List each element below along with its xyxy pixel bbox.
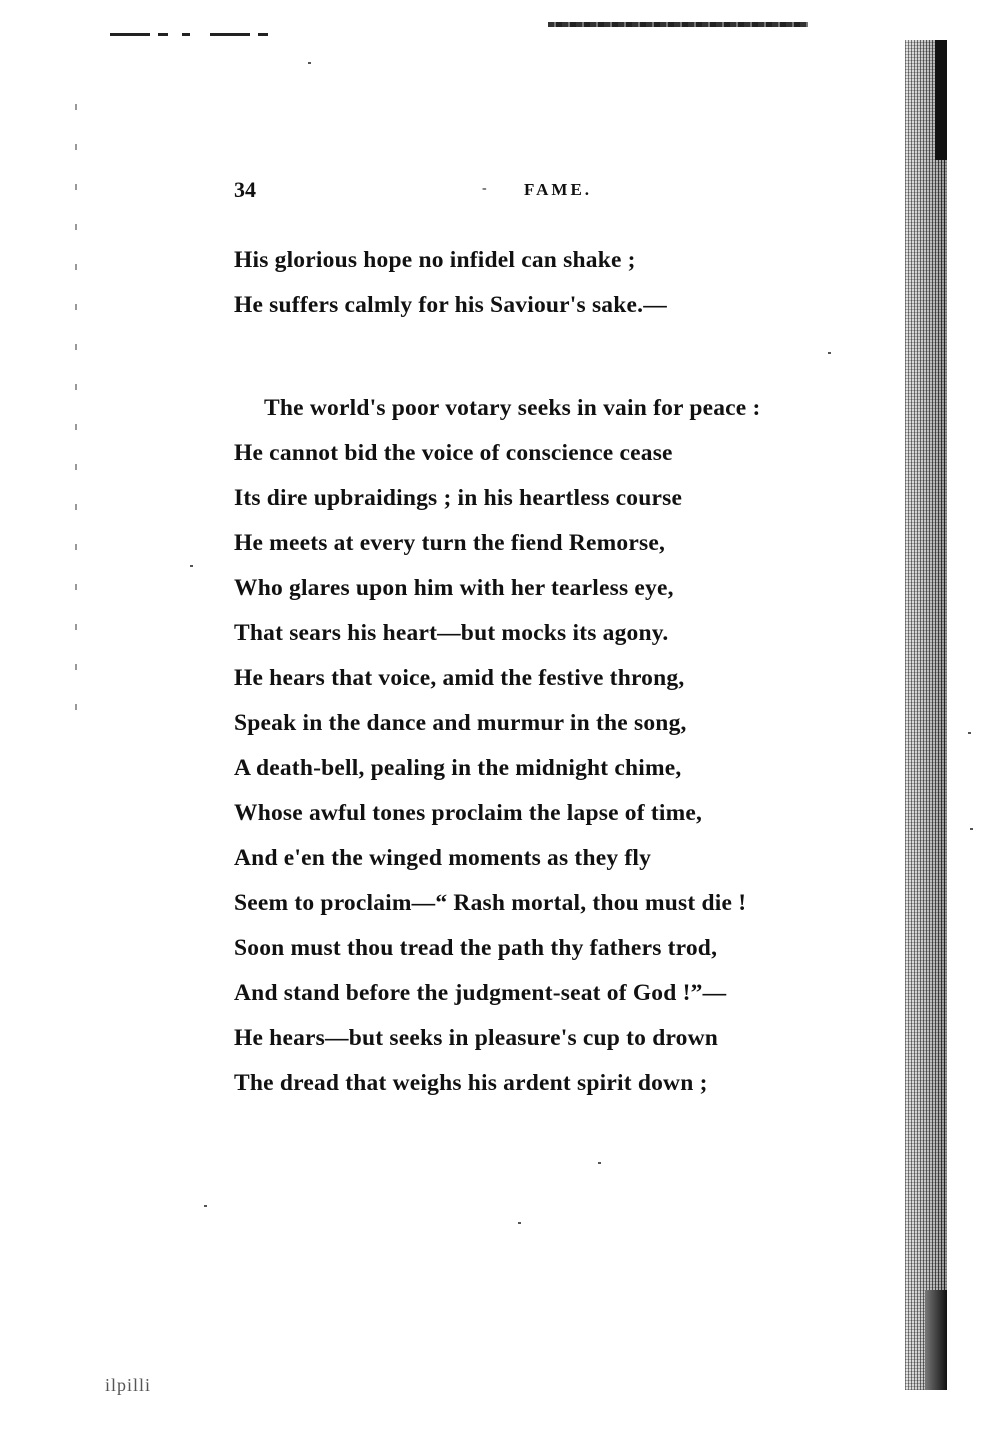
poem-line: Its dire upbraidings ; in his heartless course bbox=[234, 485, 683, 511]
page-number: 34 bbox=[234, 177, 256, 202]
poem-body bbox=[234, 238, 874, 1106]
scan-speck bbox=[204, 1205, 207, 1207]
running-title: FAME. bbox=[524, 180, 593, 199]
poem-line: Speak in the dance and murmur in the song, bbox=[234, 710, 687, 736]
poem-line: His glorious hope no infidel can shake ; bbox=[234, 247, 636, 273]
poem-line: He meets at every turn the fiend Remorse, bbox=[234, 530, 666, 556]
poem-line: And e'en the winged moments as they fly bbox=[234, 845, 652, 871]
scan-speck bbox=[598, 1162, 601, 1164]
stanza-1 bbox=[234, 238, 874, 328]
poem-line: A death-bell, pealing in the midnight chime, bbox=[234, 755, 682, 781]
scan-speck bbox=[308, 62, 311, 64]
scan-speck bbox=[968, 732, 971, 734]
poem-line: And stand before the judgment-seat of God !”— bbox=[234, 980, 727, 1006]
stanza-gap bbox=[234, 328, 874, 386]
poem-line: He cannot bid the voice of conscience cease bbox=[234, 440, 673, 466]
poem-line: Seem to proclaim—“ Rash mortal, thou must die ! bbox=[234, 890, 747, 916]
gutter-edge-top bbox=[935, 40, 947, 160]
top-left-scan-mark bbox=[110, 33, 270, 36]
poem-line: The world's poor votary seeks in vain for peace : bbox=[264, 395, 761, 421]
poem-line: He hears—but seeks in pleasure's cup to drown bbox=[234, 1025, 719, 1051]
poem-line: Who glares upon him with her tearless eye, bbox=[234, 575, 674, 601]
left-margin-scan-ticks bbox=[75, 90, 77, 710]
poem-line: He hears that voice, amid the festive throng, bbox=[234, 665, 685, 691]
page-header bbox=[234, 177, 754, 207]
scan-speck bbox=[190, 565, 193, 567]
scan-speck bbox=[828, 352, 831, 354]
poem-line: Soon must thou tread the path thy fathers trod, bbox=[234, 935, 718, 961]
poem-line: Whose awful tones proclaim the lapse of time, bbox=[234, 800, 703, 826]
scan-speck bbox=[970, 828, 973, 830]
top-rule-mark bbox=[548, 22, 808, 27]
stanza-2 bbox=[234, 386, 874, 1106]
binding-gutter-shadow bbox=[905, 40, 947, 1390]
scan-speck bbox=[518, 1222, 521, 1224]
poem-line: He suffers calmly for his Saviour's sake.— bbox=[234, 292, 667, 318]
poem-line: The dread that weighs his ardent spirit down ; bbox=[234, 1070, 708, 1096]
gutter-edge-bottom bbox=[925, 1290, 947, 1390]
header-dash: - bbox=[482, 181, 487, 196]
poem-line: That sears his heart—but mocks its agony. bbox=[234, 620, 669, 646]
bottom-left-scan-mark: ilpilli bbox=[105, 1375, 152, 1395]
